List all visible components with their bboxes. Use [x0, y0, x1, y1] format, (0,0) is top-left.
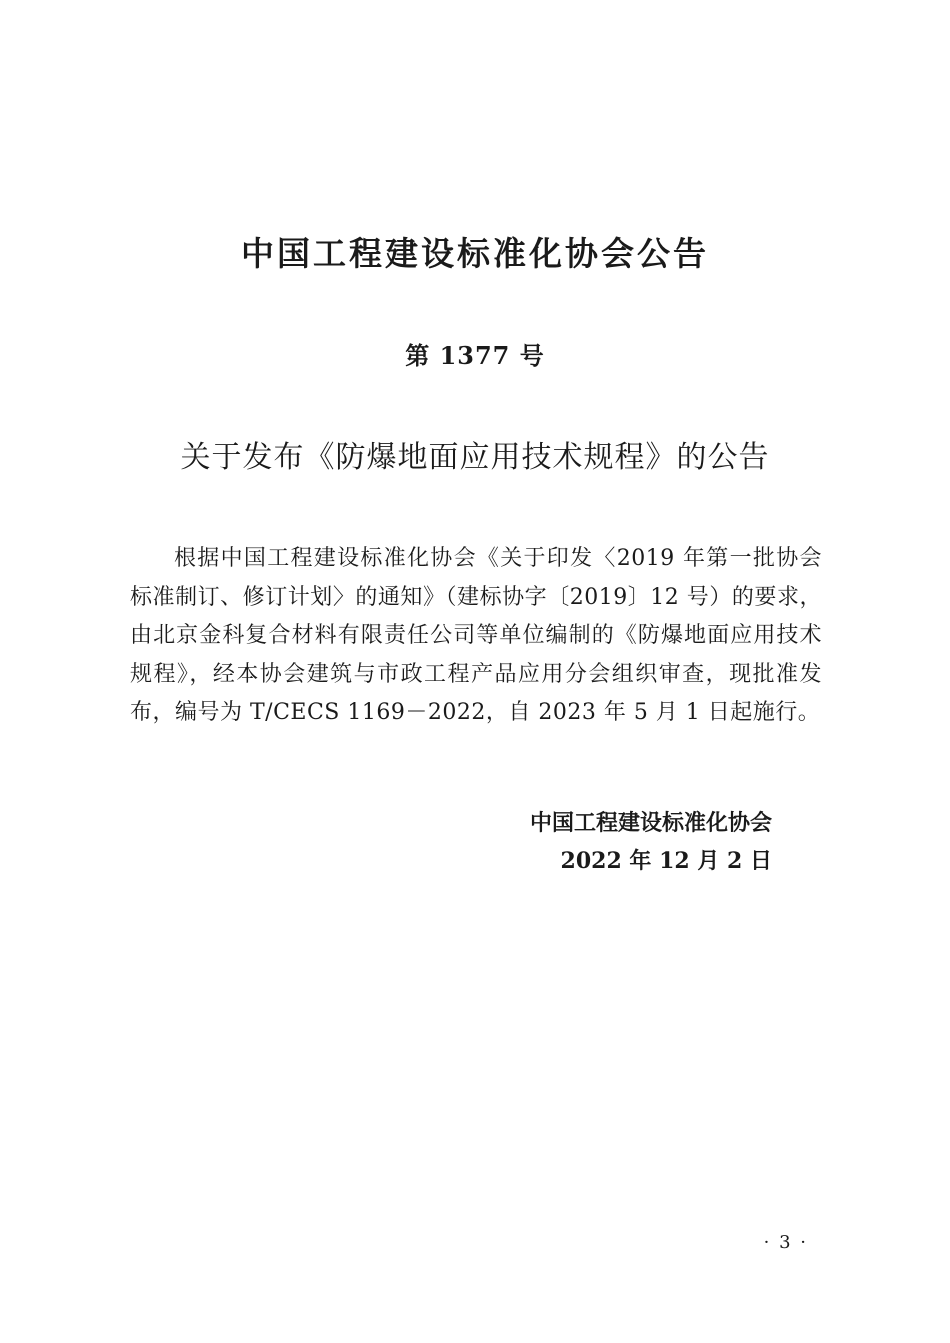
- signature-date: 2022 年 12 月 2 日: [560, 848, 772, 874]
- org-title: 中国工程建设标准化协会公告: [241, 234, 709, 273]
- notice-number: 第 1377 号: [405, 341, 545, 370]
- page-number: · 3 ·: [763, 1232, 808, 1253]
- signature-org: 中国工程建设标准化协会: [529, 810, 772, 836]
- notice-subject: 关于发布《防爆地面应用技术规程》的公告: [180, 440, 770, 475]
- notice-body: 根据中国工程建设标准化协会《关于印发〈2019 年第一批协会标准制订、修订计划〉的通知》（建标协字〔2019〕12 号）的要求，由北京金科复合材料有限责任公司等单位编制的《防爆地面应用技术规程》，经本协会建筑与市政工程产品应用分会组织审查，现批准发布，编号为 T/CECS 1169－2022，自 2023 年 5 月 1 日起施行。: [130, 546, 822, 725]
- signature-block: [530, 804, 772, 880]
